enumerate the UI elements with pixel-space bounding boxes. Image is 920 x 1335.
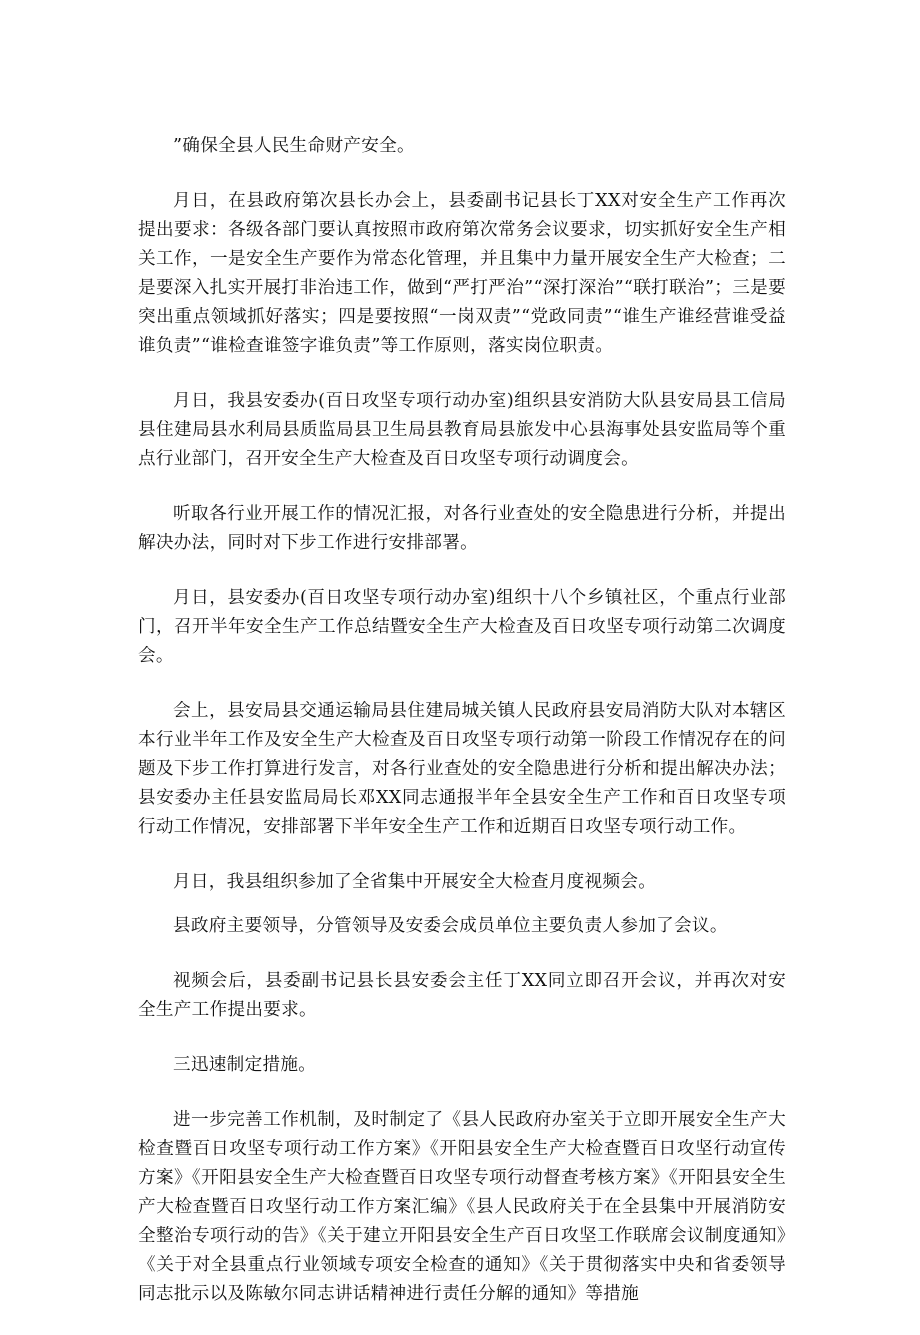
paragraph-6: 会上，县安局县交通运输局县住建局城关镇人民政府县安局消防大队对本辖区本行业半年工作及安全生产大检查及百日攻坚专项行动第一阶段工作情况存在的问题及下步工作打算进行发言，对各行业查处的安全隐患进行分析和提出解决办法；县安委办主任县安监局局长邓XX同志通报半年全县安全生产工作和百日攻坚专项行动工作情况，安排部署下半年安全生产工作和近期百日攻坚专项行动工作。 — [138, 701, 786, 837]
paragraph-1: ”确保全县人民生命财产安全。 — [173, 136, 415, 156]
document-body — [138, 132, 786, 1335]
paragraph-7: 月日，我县组织参加了全省集中开展安全大检查月度视频会。 — [173, 872, 657, 892]
paragraph-10: 三迅速制定措施。 — [173, 1055, 317, 1075]
paragraph-3: 月日，我县安委办(百日攻坚专项行动办室)组织县安消防大队县安局县工信局县住建局县水利局县质监局县卫生局县教育局县旅发中心县海事处县安监局等个重点行业部门，召开安全生产大检查及百日攻坚专项行动调度会。 — [138, 391, 786, 469]
paragraph-8: 县政府主要领导，分管领导及安委会成员单位主要负责人参加了会议。 — [173, 916, 728, 936]
paragraph-11: 进一步完善工作机制，及时制定了《县人民政府办室关于立即开展安全生产大检查暨百日攻坚专项行动工作方案》《开阳县安全生产大检查暨百日攻坚行动宣传方案》《开阳县安全生产大检查暨百日攻坚专项行动督查考核方案》《开阳县安全生产大检查暨百日攻坚行动工作方案汇编》《县人民政府关于在全县集中开展消防安全整治专项行动的告》《关于建立开阳县安全生产百日攻坚工作联席会议制度通知》《关于对全县重点行业领域专项安全检查的通知》《关于贯彻落实中央和省委领导同志批示以及陈敏尔同志讲话精神进行责任分解的通知》等措施 — [138, 1110, 786, 1304]
paragraph-5: 月日，县安委办(百日攻坚专项行动办室)组织十八个乡镇社区，个重点行业部门，召开半年安全生产工作总结暨安全生产大检查及百日攻坚专项行动第二次调度会。 — [138, 588, 786, 666]
paragraph-2: 月日，在县政府第次县长办会上，县委副书记县长丁XX对安全生产工作再次提出要求：各级各部门要认真按照市政府第次常务会议要求，切实抓好安全生产相关工作，一是安全生产要作为常态化管理，并且集中力量开展安全生产大检查；二是要深入扎实开展打非治违工作，做到“严打严治”“深打深治”“联打联治”；三是要突出重点领域抓好落实；四是要按照“一岗双责”“党政同责”“谁生产谁经营谁受益谁负责”“谁检查谁签字谁负责”等工作原则，落实岗位职责。 — [138, 191, 786, 356]
paragraph-4: 听取各行业开展工作的情况汇报，对各行业查处的安全隐患进行分析，并提出解决办法，同时对下步工作进行安排部署。 — [138, 504, 786, 553]
paragraph-9: 视频会后，县委副书记县长县安委会主任丁XX同立即召开会议，并再次对安全生产工作提出要求。 — [138, 971, 786, 1020]
